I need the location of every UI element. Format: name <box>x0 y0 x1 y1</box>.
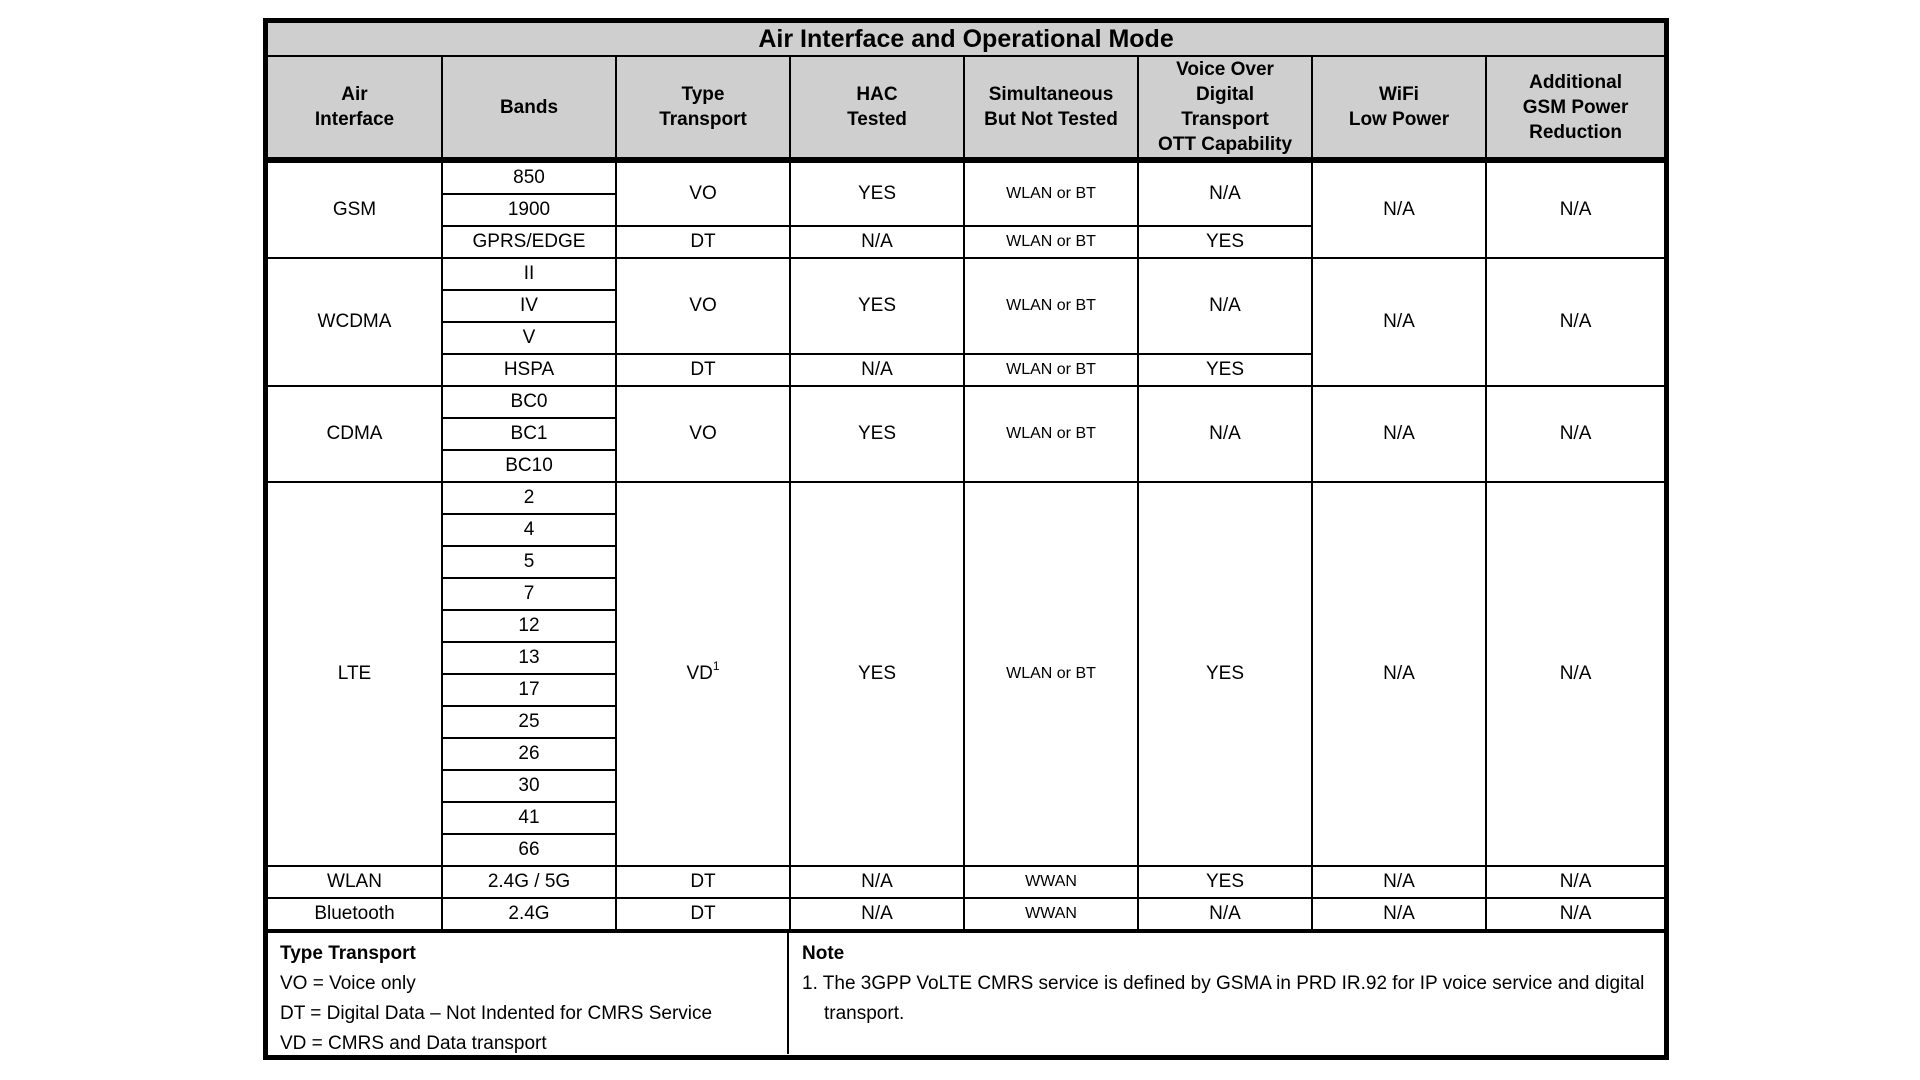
cdma-band: BC0 <box>442 386 616 418</box>
cdma-band: BC1 <box>442 418 616 450</box>
gsm-band: 1900 <box>442 194 616 226</box>
note-label: Note <box>802 943 845 964</box>
legend-line: DT = Digital Data – Not Indented for CMRS Service <box>280 1003 713 1024</box>
cdma-ott: N/A <box>1138 386 1312 482</box>
cdma-band: BC10 <box>442 450 616 482</box>
header-wifi-low-power: WiFi Low Power <box>1312 56 1486 160</box>
table-row <box>268 386 1664 418</box>
wcdma-band: V <box>442 322 616 354</box>
wcdma-dt-hac: N/A <box>790 354 964 386</box>
wlan-wifi: N/A <box>1312 866 1486 898</box>
air-interface-table-frame <box>263 18 1669 1060</box>
gsm-wifi: N/A <box>1312 160 1486 258</box>
lte-band: 66 <box>442 834 616 866</box>
wcdma-wifi: N/A <box>1312 258 1486 386</box>
wcdma-vo-transport: VO <box>616 258 790 354</box>
gsm-vo-transport: VO <box>616 160 790 226</box>
gsm-dt-hac: N/A <box>790 226 964 258</box>
wcdma-band: IV <box>442 290 616 322</box>
gsm-name: GSM <box>268 160 442 258</box>
gsm-dt-simul: WLAN or BT <box>964 226 1138 258</box>
type-transport-label: Type Transport <box>280 943 416 964</box>
cdma-name: CDMA <box>268 386 442 482</box>
bluetooth-name: Bluetooth <box>268 898 442 930</box>
wlan-transport: DT <box>616 866 790 898</box>
gsm-dt-transport: DT <box>616 226 790 258</box>
lte-wifi: N/A <box>1312 482 1486 866</box>
table-row <box>268 160 1664 194</box>
wcdma-vo-simul: WLAN or BT <box>964 258 1138 354</box>
lte-band: 4 <box>442 514 616 546</box>
gsm-vo-ott: N/A <box>1138 160 1312 226</box>
wcdma-dt-ott: YES <box>1138 354 1312 386</box>
gsm-vo-hac: YES <box>790 160 964 226</box>
note-section <box>789 933 1664 1054</box>
air-interface-table <box>268 23 1664 931</box>
cdma-power: N/A <box>1486 386 1664 482</box>
header-gsm-power-reduction: Additional GSM Power Reduction <box>1486 56 1664 160</box>
gsm-dt-ott: YES <box>1138 226 1312 258</box>
bluetooth-hac: N/A <box>790 898 964 930</box>
header-simultaneous: Simultaneous But Not Tested <box>964 56 1138 160</box>
lte-band: 5 <box>442 546 616 578</box>
wlan-name: WLAN <box>268 866 442 898</box>
wcdma-band: II <box>442 258 616 290</box>
lte-transport <box>616 482 790 866</box>
wlan-power: N/A <box>1486 866 1664 898</box>
lte-band: 12 <box>442 610 616 642</box>
header-row <box>268 56 1664 160</box>
wcdma-vo-ott: N/A <box>1138 258 1312 354</box>
table-row <box>268 866 1664 898</box>
cdma-wifi: N/A <box>1312 386 1486 482</box>
lte-band: 13 <box>442 642 616 674</box>
lte-band: 7 <box>442 578 616 610</box>
bluetooth-band: 2.4G <box>442 898 616 930</box>
bluetooth-power: N/A <box>1486 898 1664 930</box>
cdma-hac: YES <box>790 386 964 482</box>
bluetooth-transport: DT <box>616 898 790 930</box>
wlan-hac: N/A <box>790 866 964 898</box>
wcdma-power: N/A <box>1486 258 1664 386</box>
lte-transport-text: VD <box>686 663 713 684</box>
wcdma-band: HSPA <box>442 354 616 386</box>
cdma-simul: WLAN or BT <box>964 386 1138 482</box>
table-row <box>268 258 1664 290</box>
lte-power: N/A <box>1486 482 1664 866</box>
lte-ott: YES <box>1138 482 1312 866</box>
wcdma-vo-hac: YES <box>790 258 964 354</box>
cdma-transport: VO <box>616 386 790 482</box>
table-row <box>268 482 1664 514</box>
legend-line: VD = CMRS and Data transport <box>280 1033 547 1054</box>
table-title: Air Interface and Operational Mode <box>268 23 1664 56</box>
bluetooth-ott: N/A <box>1138 898 1312 930</box>
lte-transport-footnote: 1 <box>712 658 720 673</box>
legend-section <box>268 931 1664 1054</box>
lte-band: 26 <box>442 738 616 770</box>
gsm-band: GPRS/EDGE <box>442 226 616 258</box>
bluetooth-simul: WWAN <box>964 898 1138 930</box>
header-type-transport: Type Transport <box>616 56 790 160</box>
note-text: 1. The 3GPP VoLTE CMRS service is defined by GSMA in PRD IR.92 for IP voice service and digital transport. <box>802 973 1645 1024</box>
wcdma-name: WCDMA <box>268 258 442 386</box>
lte-band: 17 <box>442 674 616 706</box>
gsm-band: 850 <box>442 160 616 194</box>
bluetooth-wifi: N/A <box>1312 898 1486 930</box>
lte-name: LTE <box>268 482 442 866</box>
gsm-power: N/A <box>1486 160 1664 258</box>
lte-band: 30 <box>442 770 616 802</box>
wcdma-dt-transport: DT <box>616 354 790 386</box>
header-voice-over-digital: Voice Over Digital Transport OTT Capability <box>1138 56 1312 160</box>
header-air-interface: Air Interface <box>268 56 442 160</box>
type-transport-legend <box>268 933 789 1054</box>
wlan-band: 2.4G / 5G <box>442 866 616 898</box>
header-hac-tested: HAC Tested <box>790 56 964 160</box>
header-bands: Bands <box>442 56 616 160</box>
wlan-ott: YES <box>1138 866 1312 898</box>
lte-band: 25 <box>442 706 616 738</box>
lte-hac: YES <box>790 482 964 866</box>
lte-band: 41 <box>442 802 616 834</box>
wcdma-dt-simul: WLAN or BT <box>964 354 1138 386</box>
lte-band: 2 <box>442 482 616 514</box>
gsm-vo-simul: WLAN or BT <box>964 160 1138 226</box>
table-row <box>268 898 1664 930</box>
wlan-simul: WWAN <box>964 866 1138 898</box>
legend-line: VO = Voice only <box>280 973 416 994</box>
lte-simul: WLAN or BT <box>964 482 1138 866</box>
